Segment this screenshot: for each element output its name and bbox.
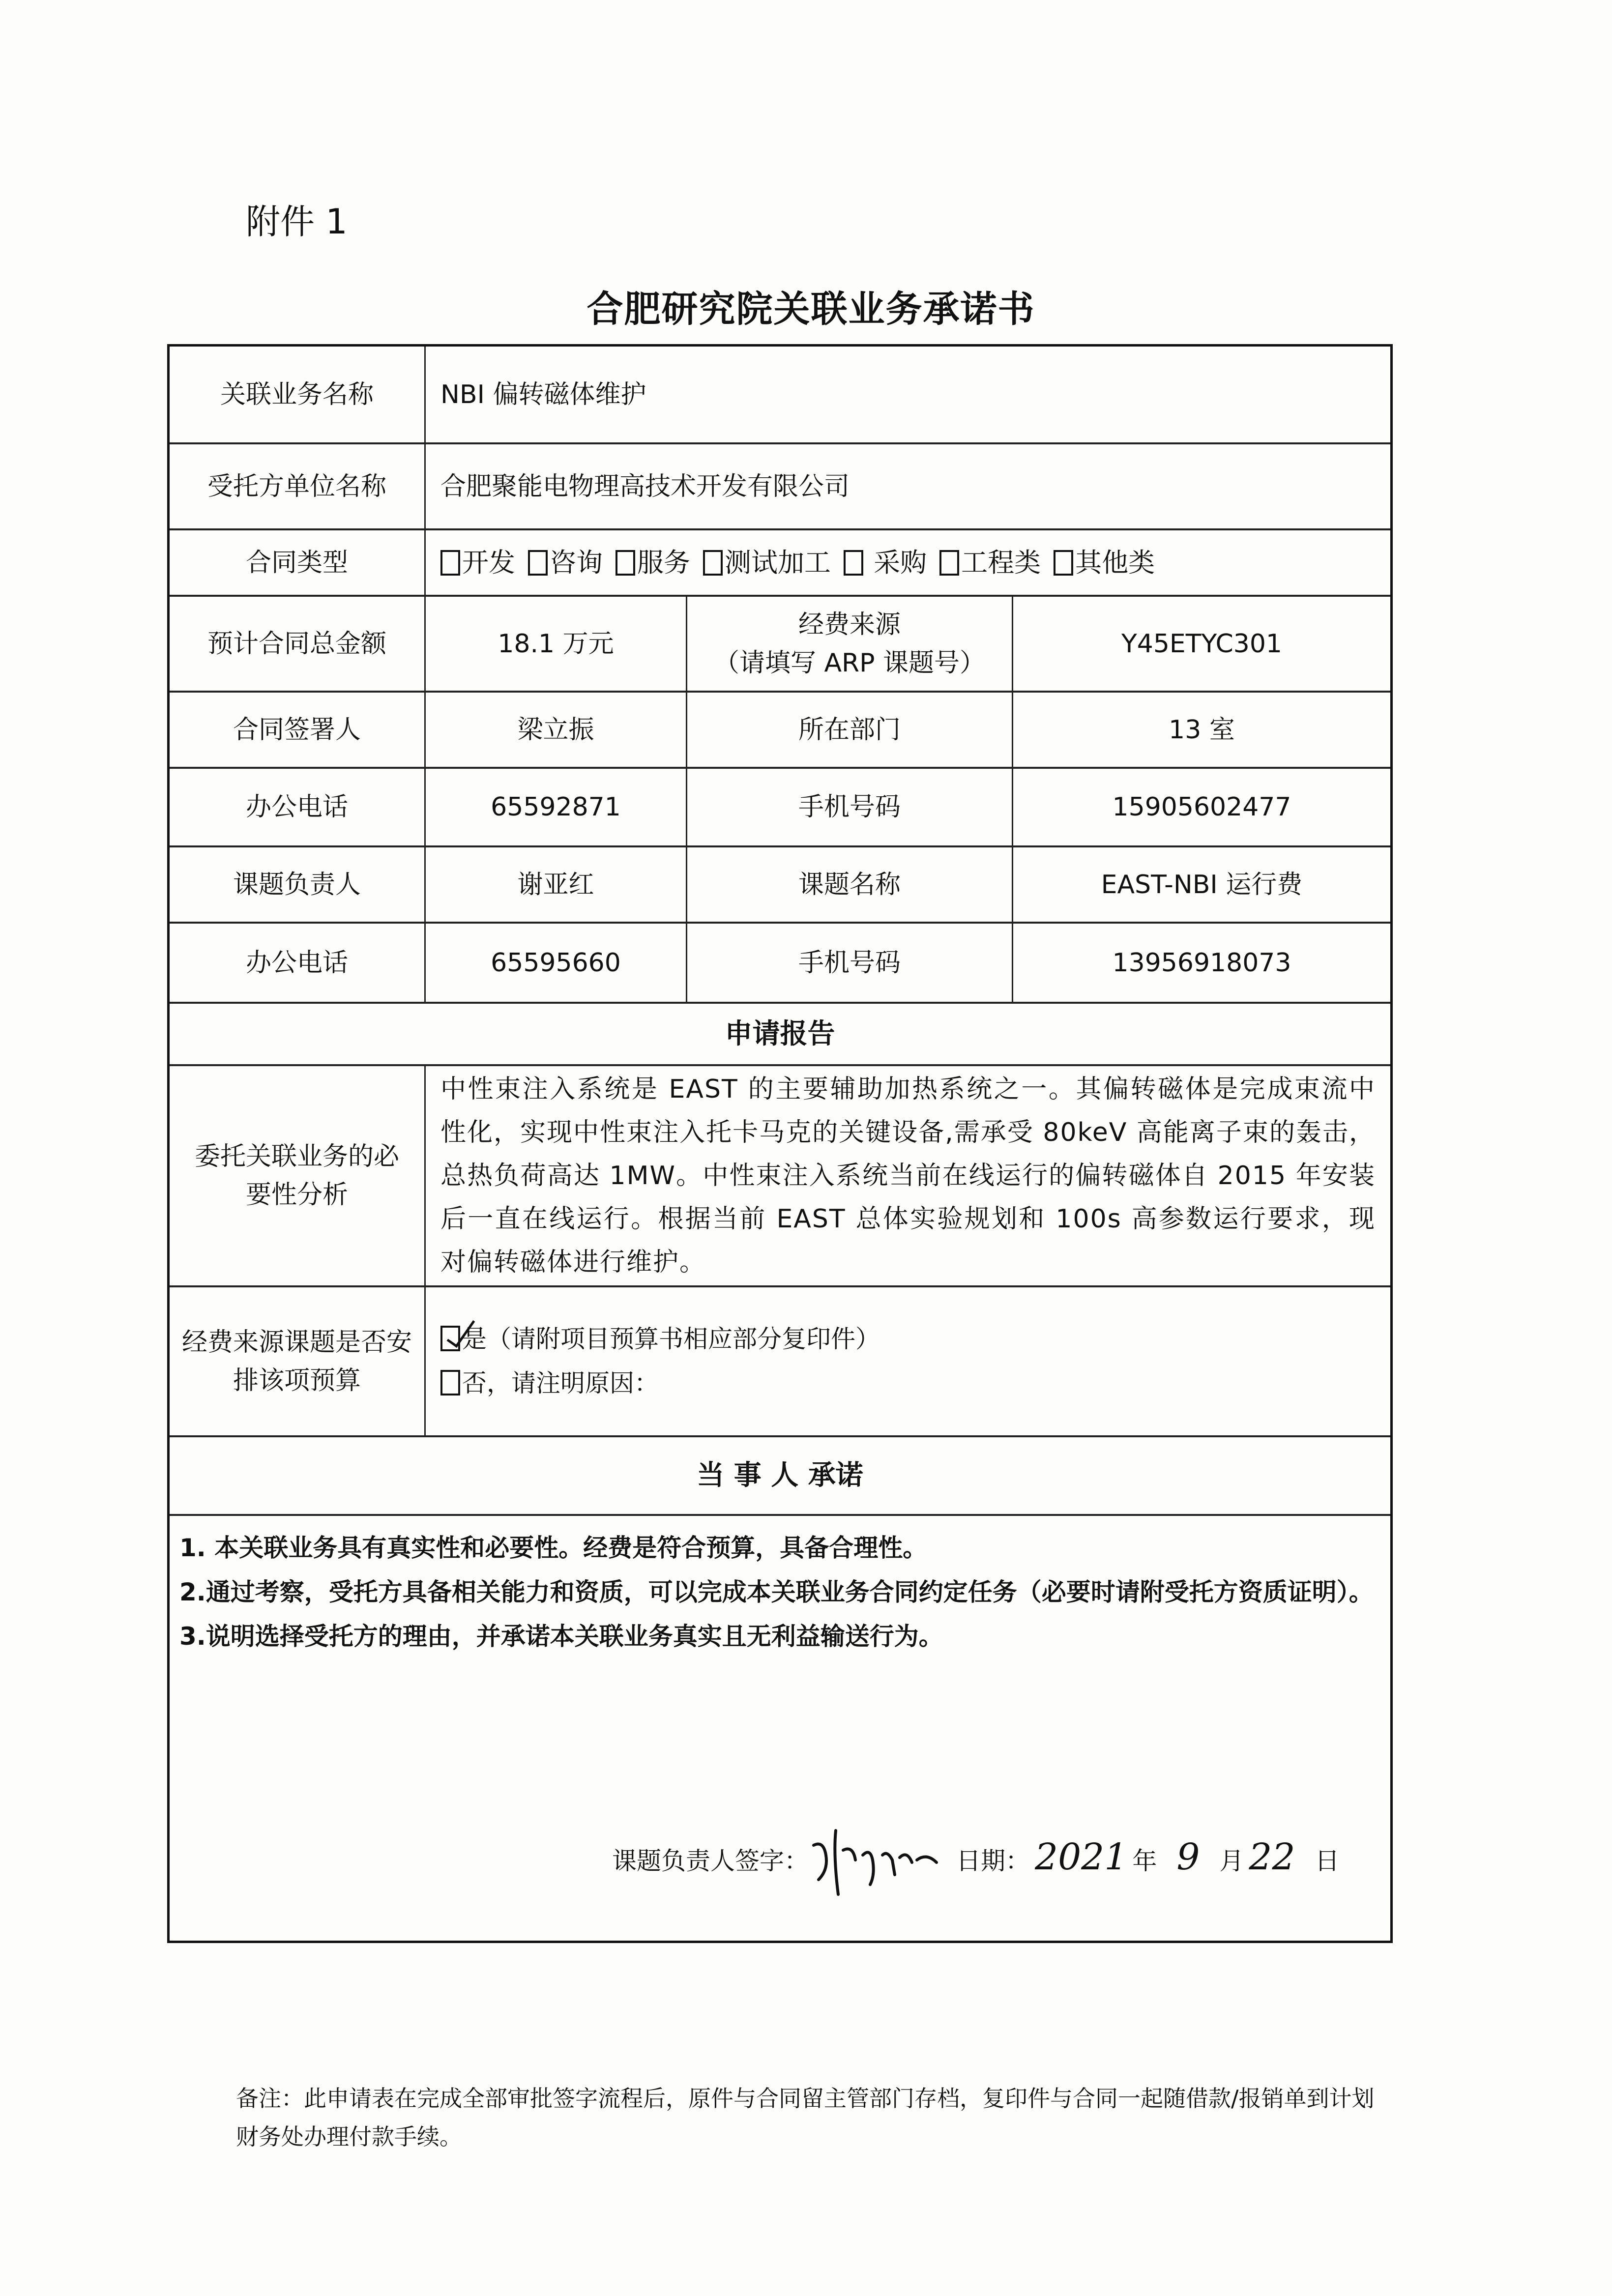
department-label: 所在部门 — [686, 693, 1012, 767]
mobile-label: 手机号码 — [686, 924, 1012, 1002]
commitment-form-table — [167, 344, 1393, 1943]
signer-value: 梁立振 — [424, 693, 686, 767]
row-trustee-name — [170, 442, 1390, 528]
office-phone-value: 65592871 — [424, 769, 686, 845]
commitment-item: 1. 本关联业务具有真实性和必要性。经费是符合预算，具备合理性。 — [179, 1534, 928, 1562]
row-commitment-header — [170, 1435, 1390, 1514]
contract-type-option[interactable]: 其他类 — [1054, 543, 1155, 582]
budget-no-option[interactable]: 否，请注明原因： — [440, 1361, 880, 1405]
mobile-label: 手机号码 — [686, 769, 1012, 845]
checkbox-icon[interactable] — [440, 1370, 460, 1395]
contract-type-option[interactable]: 工程类 — [939, 543, 1041, 582]
checked-checkbox-icon[interactable] — [440, 1326, 460, 1351]
contract-type-option[interactable]: 测试加工 — [703, 543, 831, 582]
contract-type-option[interactable]: 服务 — [615, 543, 690, 582]
date-month: 9 — [1176, 1835, 1200, 1878]
checkbox-icon[interactable] — [440, 550, 460, 576]
commitment-list — [179, 1526, 1380, 1658]
contract-type-option[interactable]: 咨询 — [528, 543, 603, 582]
signature-line — [612, 1826, 1340, 1899]
checkbox-icon[interactable] — [528, 550, 548, 576]
project-name-value: EAST-NBI 运行费 — [1012, 847, 1390, 922]
contract-type-label: 合同类型 — [245, 548, 348, 578]
row-project-lead — [170, 845, 1390, 922]
checkbox-icon[interactable] — [844, 550, 863, 576]
contract-type-option[interactable]: 开发 — [440, 543, 515, 582]
office-phone-label: 办公电话 — [245, 792, 348, 822]
commitment-item: 3.说明选择受托方的理由，并承诺本关联业务真实且无利益输送行为。 — [179, 1622, 943, 1651]
row-commitments — [170, 1514, 1390, 1941]
business-name-value: NBI 偏转磁体维护 — [424, 347, 1390, 442]
project-lead-value: 谢亚红 — [424, 847, 686, 922]
business-name-label: 关联业务名称 — [220, 379, 374, 409]
funding-source-label: 经费来源 （请填写 ARP 课题号） — [686, 597, 1012, 691]
checkbox-icon[interactable] — [615, 550, 635, 576]
checkbox-icon[interactable] — [703, 550, 723, 576]
office-phone-label: 办公电话 — [245, 948, 348, 978]
checkbox-icon[interactable] — [939, 550, 959, 576]
year-unit: 年 — [1132, 1846, 1157, 1875]
mobile-value: 13956918073 — [1012, 924, 1390, 1002]
date-label: 日期： — [956, 1846, 1030, 1875]
row-necessity — [170, 1064, 1390, 1285]
row-budget — [170, 1285, 1390, 1435]
necessity-label: 委托关联业务的必要性分析 — [194, 1142, 399, 1210]
budget-label: 经费来源课题是否安排该项预算 — [182, 1327, 412, 1395]
mobile-value: 15905602477 — [1012, 769, 1390, 845]
commitment-heading: 当 事 人 承诺 — [697, 1459, 863, 1491]
contract-type-option[interactable]: 采购 — [844, 543, 927, 582]
amount-label: 预计合同总金额 — [207, 629, 386, 659]
trustee-name-label: 受托方单位名称 — [207, 471, 386, 501]
amount-value: 18.1 万元 — [424, 597, 686, 691]
department-value: 13 室 — [1012, 693, 1390, 767]
row-contract-type — [170, 528, 1390, 595]
row-signer-phone — [170, 767, 1390, 845]
application-report-heading: 申请报告 — [725, 1017, 835, 1050]
attachment-label: 附件 1 — [246, 202, 348, 242]
signer-label: 合同签署人 — [233, 715, 361, 745]
handwritten-signature — [809, 1826, 956, 1899]
trustee-name-value: 合肥聚能电物理高技术开发有限公司 — [424, 444, 1390, 528]
row-application-header — [170, 1002, 1390, 1064]
document-title: 合肥研究院关联业务承诺书 — [586, 288, 1035, 330]
day-unit: 日 — [1315, 1846, 1340, 1875]
row-lead-phone — [170, 922, 1390, 1002]
project-lead-label: 课题负责人 — [233, 870, 361, 900]
necessity-cell — [424, 1066, 1390, 1285]
checkbox-icon[interactable] — [1054, 550, 1073, 576]
commitment-item: 2.通过考察，受托方具备相关能力和资质，可以完成本关联业务合同约定任务（必要时请附受托方资质证明）。 — [179, 1578, 1374, 1606]
row-amount — [170, 595, 1390, 691]
budget-yes-option[interactable]: 是（请附项目预算书相应部分复印件） — [440, 1317, 880, 1361]
month-unit: 月 — [1219, 1846, 1244, 1875]
signature-label: 课题负责人签字： — [612, 1846, 809, 1875]
project-name-label: 课题名称 — [686, 847, 1012, 922]
row-signer — [170, 691, 1390, 767]
budget-options — [424, 1287, 1390, 1435]
office-phone-value: 65595660 — [424, 924, 686, 1002]
date-day: 22 — [1249, 1835, 1295, 1878]
contract-type-options — [424, 530, 1390, 595]
footnote: 备注：此申请表在完成全部审批签字流程后，原件与合同留主管部门存档，复印件与合同一起随借款/报销单到计划财务处办理付款手续。 — [236, 2085, 1375, 2150]
necessity-text: 中性束注入系统是 EAST 的主要辅助加热系统之一。其偏转磁体是完成束流中性化，实现中性束注入托卡马克的关键设备,需承受 80keV 高能离子束的轰击，总热负荷高达 1MW。中性束注入系统当前在线运行的偏转磁体自 2015 年安装后一直在线运行。根据当前 EAST 总体实验规划和 100s 高参数运行要求，现对偏转磁体进行维护。 — [440, 1075, 1376, 1277]
date-year: 2021 — [1035, 1835, 1128, 1878]
row-business-name — [170, 347, 1390, 442]
funding-source-value: Y45ETYC301 — [1012, 597, 1390, 691]
